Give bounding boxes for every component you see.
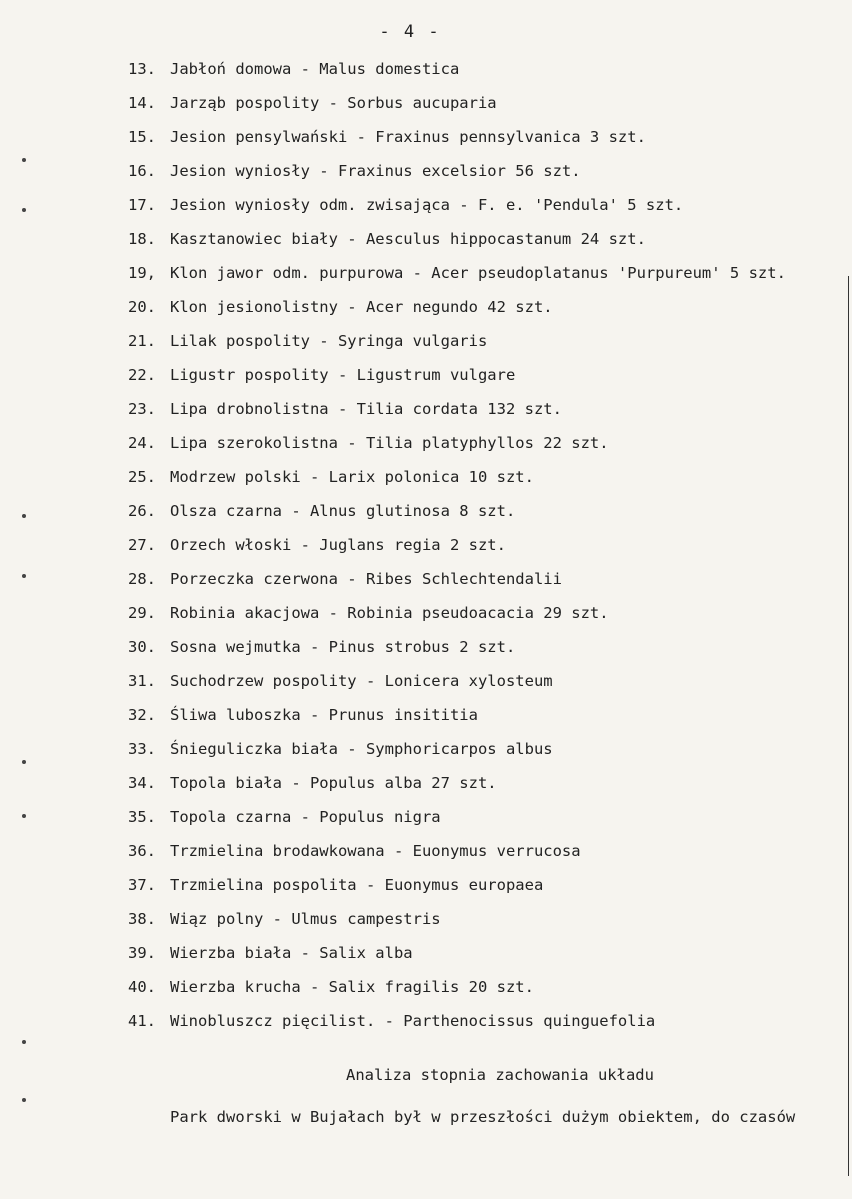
page-number: - 4 - — [379, 22, 441, 42]
list-item — [128, 226, 852, 260]
list-item-number: 33. — [128, 740, 156, 758]
list-item-text: Topola czarna - Populus nigra — [170, 808, 441, 826]
list-item — [128, 838, 852, 872]
list-item-number: 26. — [128, 502, 156, 520]
margin-mark — [22, 158, 26, 162]
list-item-number: 24. — [128, 434, 156, 452]
list-item-number: 34. — [128, 774, 156, 792]
list-item — [128, 328, 852, 362]
list-item-number: 22. — [128, 366, 156, 384]
list-item-text: Śnieguliczka biała - Symphoricarpos albus — [170, 740, 553, 758]
list-item-text: Klon jesionolistny - Acer negundo 42 szt. — [170, 298, 553, 316]
list-item — [128, 736, 852, 770]
list-item — [128, 464, 852, 498]
list-item-number: 40. — [128, 978, 156, 996]
list-item-text: Trzmielina pospolita - Euonymus europaea — [170, 876, 544, 894]
list-item-number: 41. — [128, 1012, 156, 1030]
list-item-text: Jesion pensylwański - Fraxinus pennsylvanica 3 szt. — [170, 128, 646, 146]
list-item — [128, 56, 852, 90]
list-item-number: 29. — [128, 604, 156, 622]
list-item-number: 17. — [128, 196, 156, 214]
list-item-number: 13. — [128, 60, 156, 78]
list-item — [128, 804, 852, 838]
margin-mark — [22, 574, 26, 578]
list-item — [128, 192, 852, 226]
list-item-text: Jesion wyniosły - Fraxinus excelsior 56 szt. — [170, 162, 581, 180]
list-item-number: 31. — [128, 672, 156, 690]
list-item — [128, 906, 852, 940]
list-item-number: 14. — [128, 94, 156, 112]
list-item-text: Lipa szerokolistna - Tilia platyphyllos 22 szt. — [170, 434, 609, 452]
list-item-number: 37. — [128, 876, 156, 894]
list-item-number: 18. — [128, 230, 156, 248]
list-item-text: Kasztanowiec biały - Aesculus hippocastanum 24 szt. — [170, 230, 646, 248]
list-item-number: 25. — [128, 468, 156, 486]
list-item-number: 15. — [128, 128, 156, 146]
list-item-number: 21. — [128, 332, 156, 350]
margin-mark — [22, 1040, 26, 1044]
list-item-number: 16. — [128, 162, 156, 180]
list-item — [128, 90, 852, 124]
list-item-text: Śliwa luboszka - Prunus insititia — [170, 706, 478, 724]
list-item-text: Orzech włoski - Juglans regia 2 szt. — [170, 536, 506, 554]
list-item-number: 27. — [128, 536, 156, 554]
list-item — [128, 600, 852, 634]
margin-mark — [22, 208, 26, 212]
list-item-number: 30. — [128, 638, 156, 656]
list-item — [128, 362, 852, 396]
list-item-number: 28. — [128, 570, 156, 588]
paragraph-text: Park dworski w Bujałach był w przeszłości dużym obiektem, do czasów — [170, 1108, 796, 1126]
margin-mark — [22, 814, 26, 818]
list-item-text: Lilak pospolity - Syringa vulgaris — [170, 332, 488, 350]
list-item-text: Jarząb pospolity - Sorbus aucuparia — [170, 94, 497, 112]
list-item — [128, 260, 852, 294]
list-item-text: Wierzba krucha - Salix fragilis 20 szt. — [170, 978, 534, 996]
species-list — [128, 56, 852, 1042]
list-item — [128, 770, 852, 804]
list-item-text: Wiąz polny - Ulmus campestris — [170, 910, 441, 928]
list-item — [128, 124, 852, 158]
list-item-text: Porzeczka czerwona - Ribes Schlechtendalii — [170, 570, 562, 588]
list-item-number: 23. — [128, 400, 156, 418]
page-edge-line — [848, 276, 849, 1176]
list-item-text: Klon jawor odm. purpurowa - Acer pseudoplatanus 'Purpureum' 5 szt. — [170, 264, 786, 282]
list-item-text: Robinia akacjowa - Robinia pseudoacacia 29 szt. — [170, 604, 609, 622]
list-item-number: 38. — [128, 910, 156, 928]
list-item — [128, 940, 852, 974]
list-item-text: Trzmielina brodawkowana - Euonymus verrucosa — [170, 842, 581, 860]
list-item-text: Winobluszcz pięcilist. - Parthenocissus quinguefolia — [170, 1012, 656, 1030]
list-item — [128, 294, 852, 328]
list-item — [128, 532, 852, 566]
list-item-text: Sosna wejmutka - Pinus strobus 2 szt. — [170, 638, 516, 656]
list-item — [128, 158, 852, 192]
list-item — [128, 702, 852, 736]
list-item-number: 35. — [128, 808, 156, 826]
list-item-text: Topola biała - Populus alba 27 szt. — [170, 774, 497, 792]
list-item — [128, 668, 852, 702]
list-item — [128, 634, 852, 668]
list-item-text: Ligustr pospolity - Ligustrum vulgare — [170, 366, 516, 384]
section-heading: Analiza stopnia zachowania układu — [346, 1066, 654, 1084]
margin-mark — [22, 760, 26, 764]
list-item-number: 32. — [128, 706, 156, 724]
margin-mark — [22, 1098, 26, 1102]
list-item — [128, 1008, 852, 1042]
list-item — [128, 430, 852, 464]
margin-mark — [22, 514, 26, 518]
list-item-text: Wierzba biała - Salix alba — [170, 944, 413, 962]
list-item — [128, 566, 852, 600]
list-item-text: Lipa drobnolistna - Tilia cordata 132 szt. — [170, 400, 562, 418]
list-item-text: Suchodrzew pospolity - Lonicera xylosteum — [170, 672, 553, 690]
list-item-text: Modrzew polski - Larix polonica 10 szt. — [170, 468, 534, 486]
list-item — [128, 974, 852, 1008]
list-item-number: 36. — [128, 842, 156, 860]
list-item-number: 20. — [128, 298, 156, 316]
list-item-number: 19, — [128, 264, 156, 282]
list-item-text: Jabłoń domowa - Malus domestica — [170, 60, 460, 78]
list-item — [128, 498, 852, 532]
list-item-number: 39. — [128, 944, 156, 962]
list-item — [128, 396, 852, 430]
list-item-text: Olsza czarna - Alnus glutinosa 8 szt. — [170, 502, 516, 520]
list-item — [128, 872, 852, 906]
list-item-text: Jesion wyniosły odm. zwisająca - F. e. 'Pendula' 5 szt. — [170, 196, 684, 214]
